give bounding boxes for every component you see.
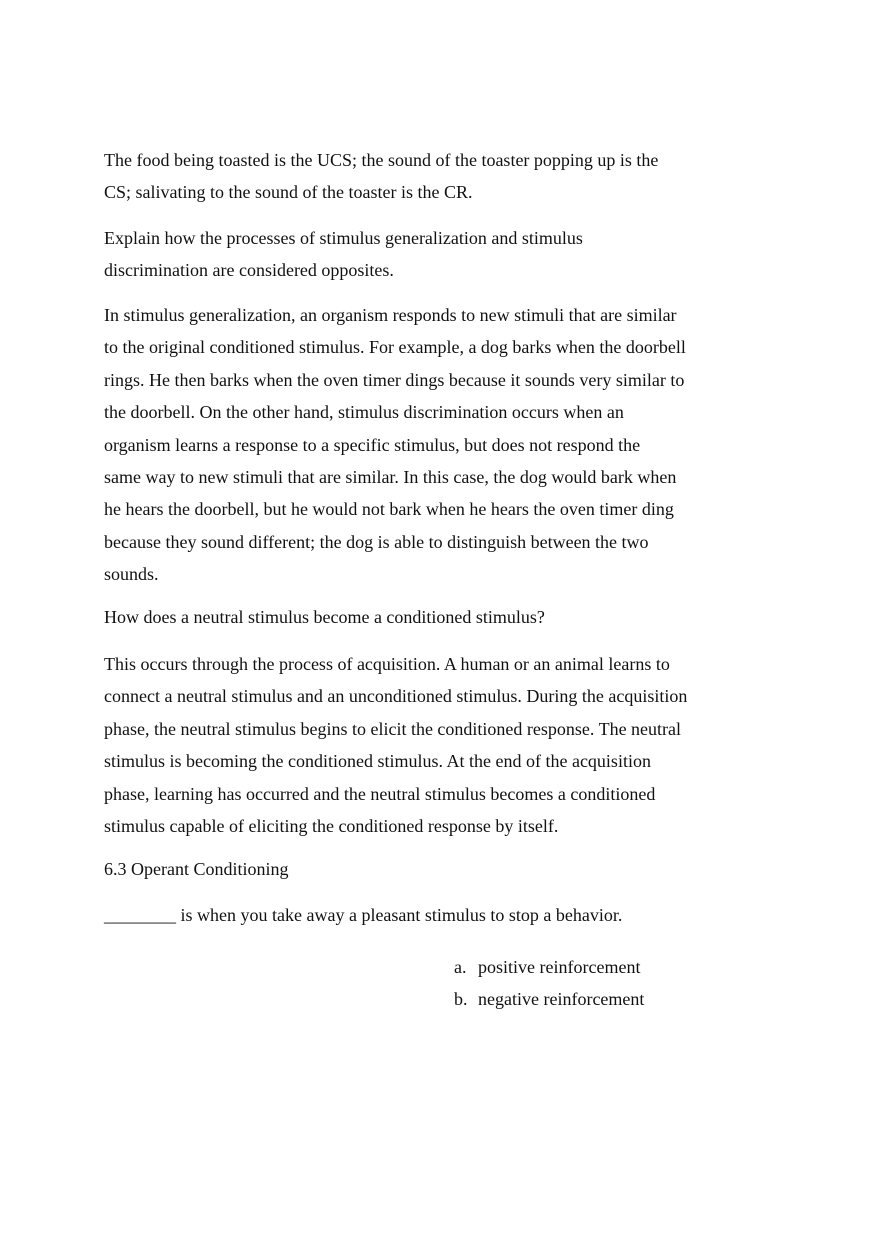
text-line: rings. He then barks when the oven timer dings because it sounds very similar to bbox=[104, 369, 685, 390]
text-line: The food being toasted is the UCS; the sound of the toaster popping up is the bbox=[104, 150, 659, 170]
text-line: This occurs through the process of acquisition. A human or an animal learns to bbox=[104, 654, 670, 674]
text-line: Explain how the processes of stimulus generalization and stimulus bbox=[104, 228, 583, 248]
answer-paragraph bbox=[104, 299, 724, 591]
option-b bbox=[454, 984, 644, 1016]
text-line: organism learns a response to a specific stimulus, but does not respond the bbox=[104, 434, 641, 455]
option-letter: b. bbox=[454, 988, 468, 1009]
text-line: phase, the neutral stimulus begins to elicit the conditioned response. The neutral bbox=[104, 718, 682, 739]
text-line: stimulus capable of eliciting the conditioned response by itself. bbox=[104, 816, 559, 837]
text-line: because they sound different; the dog is able to distinguish between the two bbox=[104, 531, 649, 552]
answer-paragraph bbox=[104, 144, 724, 209]
text-line: In stimulus generalization, an organism responds to new stimuli that are similar bbox=[104, 305, 677, 325]
answer-paragraph bbox=[104, 648, 724, 842]
text-line: connect a neutral stimulus and an unconditioned stimulus. During the acquisition bbox=[104, 686, 688, 707]
option-letter: a. bbox=[454, 957, 467, 977]
text-line: phase, learning has occurred and the neutral stimulus becomes a conditioned bbox=[104, 783, 656, 804]
text-line: the doorbell. On the other hand, stimulus discrimination occurs when an bbox=[104, 402, 624, 423]
text-line: CS; salivating to the sound of the toaster is the CR. bbox=[104, 182, 473, 203]
question-paragraph bbox=[104, 222, 724, 287]
option-text: positive reinforcement bbox=[478, 957, 641, 977]
text-line: How does a neutral stimulus become a conditioned stimulus? bbox=[104, 607, 545, 627]
fill-in-question bbox=[104, 899, 724, 931]
text-line: discrimination are considered opposites. bbox=[104, 260, 394, 281]
answer-options bbox=[454, 952, 644, 1015]
question-paragraph bbox=[104, 601, 724, 633]
section-heading-text: 6.3 Operant Conditioning bbox=[104, 859, 289, 879]
text-line: to the original conditioned stimulus. For example, a dog barks when the doorbell bbox=[104, 337, 686, 358]
text-line: sounds. bbox=[104, 564, 159, 585]
option-a bbox=[454, 952, 644, 984]
text-line: stimulus is becoming the conditioned stimulus. At the end of the acquisition bbox=[104, 751, 651, 772]
text-line: same way to new stimuli that are similar. In this case, the dog would bark when bbox=[104, 467, 677, 488]
option-text: negative reinforcement bbox=[478, 988, 645, 1009]
text-line: he hears the doorbell, but he would not bark when he hears the oven timer ding bbox=[104, 499, 674, 520]
question-text: ________ is when you take away a pleasant stimulus to stop a behavior. bbox=[104, 905, 623, 925]
section-heading bbox=[104, 853, 724, 885]
